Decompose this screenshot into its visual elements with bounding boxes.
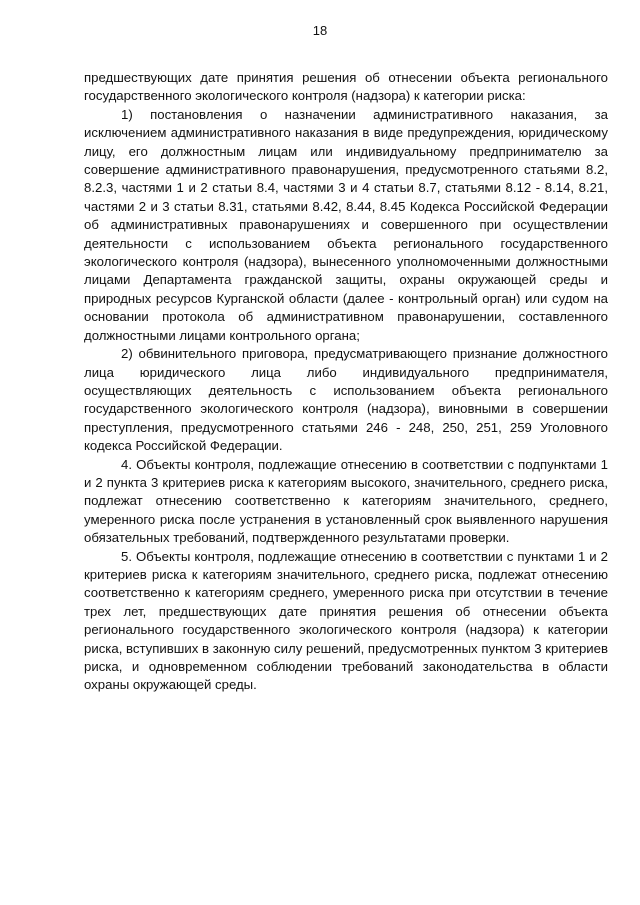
- document-body: [84, 69, 608, 695]
- paragraph-subitem-2: 2) обвинительного приговора, предусматривающего признание должностного лица юридического лица либо индивидуального предпринимателя, осуществляющих деятельность с использованием объекта регионального государственного экологического контроля (надзора), виновными в совершении преступления, предусмотренного статьями 246 - 248, 250, 251, 259 Уголовного кодекса Российской Федерации.: [84, 346, 608, 454]
- paragraph-item-4: 4. Объекты контроля, подлежащие отнесению в соответствии с подпунктами 1 и 2 пункта 3 критериев риска к категориям высокого, значительного, среднего риска, подлежат отнесению соответственно к категориям значительного, среднего, умеренного риска после устранения в установленный срок выявленного нарушения обязательных требований, подтвержденного результатами проверки.: [84, 456, 608, 546]
- paragraph-item-5: 5. Объекты контроля, подлежащие отнесению в соответствии с пунктами 1 и 2 критериев риска к категориям значительного, среднего риска, подлежат отнесению соответственно к категориям среднего, умеренного риска при отсутствии в течение трех лет, предшествующих дате принятия решения об отнесении объекта регионального государственного экологического контроля (надзора) к категории риска, вступивших в законную силу решений, предусмотренных пунктом 3 критериев риска, и одновременном соблюдении требований законодательства в области охраны окружающей среды.: [84, 548, 608, 693]
- page-number: 18: [312, 23, 328, 38]
- paragraph-continuation: предшествующих дате принятия решения об отнесении объекта регионального государственного экологического контроля (надзора) к категории риска:: [84, 70, 608, 104]
- paragraph-subitem-1: 1) постановления о назначении административного наказания, за исключением административного наказания в виде предупреждения, юридическому лицу, его должностным лицам или индивидуальному предпринимателю за совершение административного правонарушения, предусмотренного статьями 8.2, 8.2.3, частями 1 и 2 статьи 8.4, частями 3 и 4 статьи 8.7, статьями 8.12 - 8.14, 8.21, частями 2 и 3 статьи 8.31, статьями 8.42, 8.44, 8.45 Кодекса Российской Федерации об административных правонарушениях и совершенного при осуществлении деятельности с использованием объекта регионального государственного экологического контроля (надзора), вынесенного уполномоченными должностными лицами Департамента гражданской защиты, охраны окружающей среды и природных ресурсов Курганской области (далее - контрольный орган) или судом на основании протокола об административном правонарушении, составленного должностными лицами контрольного органа;: [84, 106, 608, 343]
